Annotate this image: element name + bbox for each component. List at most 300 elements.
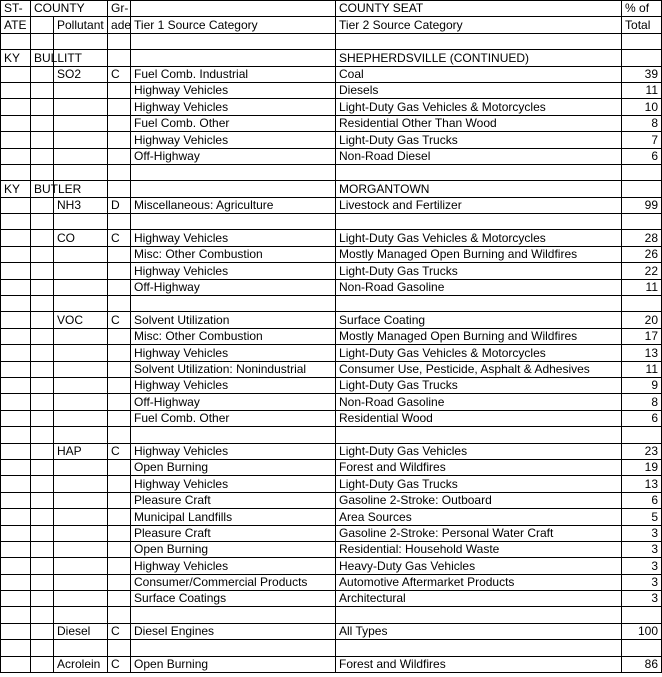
cell-percent: 11 xyxy=(622,279,662,295)
cell-county xyxy=(31,263,54,279)
table-row xyxy=(1,33,662,49)
cell-state xyxy=(1,148,31,164)
cell-tier1: Pleasure Craft xyxy=(131,525,336,541)
cell-percent: 86 xyxy=(622,656,662,672)
cell-pollutant xyxy=(54,361,108,377)
cell-tier1 xyxy=(131,607,336,623)
cell-tier1: Highway Vehicles xyxy=(131,558,336,574)
cell-pollutant xyxy=(54,263,108,279)
table-row xyxy=(1,656,662,672)
cell-tier2: Gasoline 2-Stroke: Outboard xyxy=(336,492,622,508)
cell-state xyxy=(1,541,31,557)
cell-tier1: Diesel Engines xyxy=(131,623,336,639)
cell-pollutant xyxy=(54,33,108,49)
cell-percent: 39 xyxy=(622,66,662,82)
cell-percent: 8 xyxy=(622,115,662,131)
cell-percent: 3 xyxy=(622,525,662,541)
cell-tier2 xyxy=(336,607,622,623)
cell-grade xyxy=(108,640,131,656)
cell-tier1: Highway Vehicles xyxy=(131,132,336,148)
table-row xyxy=(1,279,662,295)
cell-county: BULLITT xyxy=(31,50,54,66)
cell-grade xyxy=(108,558,131,574)
cell-grade xyxy=(108,296,131,312)
cell-state: KY xyxy=(1,181,31,197)
cell-state xyxy=(1,33,31,49)
cell-county xyxy=(31,509,54,525)
cell-tier1: Open Burning xyxy=(131,541,336,557)
table-row xyxy=(1,148,662,164)
cell-tier2: Light-Duty Gas Trucks xyxy=(336,476,622,492)
cell-grade: C xyxy=(108,230,131,246)
cell-percent: 8 xyxy=(622,394,662,410)
table-row xyxy=(1,361,662,377)
cell-percent: 11 xyxy=(622,82,662,98)
cell-pollutant: CO xyxy=(54,230,108,246)
cell-tier2 xyxy=(336,640,622,656)
header-county: COUNTY xyxy=(31,1,108,17)
cell-county xyxy=(31,82,54,98)
cell-county xyxy=(31,476,54,492)
cell-grade xyxy=(108,132,131,148)
cell-state xyxy=(1,459,31,475)
cell-tier1 xyxy=(131,427,336,443)
table-row xyxy=(1,591,662,607)
cell-tier2: Architectural xyxy=(336,591,622,607)
cell-tier2: Heavy-Duty Gas Vehicles xyxy=(336,558,622,574)
cell-tier1: Off-Highway xyxy=(131,148,336,164)
cell-pollutant xyxy=(54,296,108,312)
cell-pollutant xyxy=(54,607,108,623)
cell-pollutant xyxy=(54,459,108,475)
table-row xyxy=(1,246,662,262)
cell-pollutant: Diesel xyxy=(54,623,108,639)
cell-grade xyxy=(108,574,131,590)
cell-state xyxy=(1,328,31,344)
cell-county xyxy=(31,640,54,656)
cell-percent: 7 xyxy=(622,132,662,148)
cell-percent xyxy=(622,33,662,49)
header-row-2 xyxy=(1,17,662,33)
cell-grade xyxy=(108,115,131,131)
cell-grade xyxy=(108,509,131,525)
cell-grade: C xyxy=(108,66,131,82)
cell-pollutant xyxy=(54,525,108,541)
cell-tier2 xyxy=(336,33,622,49)
cell-tier1: Misc: Other Combustion xyxy=(131,328,336,344)
cell-state xyxy=(1,279,31,295)
cell-tier2: Mostly Managed Open Burning and Wildfires xyxy=(336,328,622,344)
cell-tier1: Open Burning xyxy=(131,656,336,672)
cell-pollutant xyxy=(54,476,108,492)
cell-pollutant: NH3 xyxy=(54,197,108,213)
header-percent: % of xyxy=(622,1,662,17)
cell-tier2: Surface Coating xyxy=(336,312,622,328)
cell-grade xyxy=(108,607,131,623)
cell-tier1 xyxy=(131,214,336,230)
cell-state xyxy=(1,296,31,312)
header-blank xyxy=(131,1,336,17)
header-state: ST- xyxy=(1,1,31,17)
table-row xyxy=(1,263,662,279)
cell-state xyxy=(1,361,31,377)
cell-state xyxy=(1,312,31,328)
cell-grade xyxy=(108,476,131,492)
table-row xyxy=(1,50,662,66)
cell-grade xyxy=(108,50,131,66)
cell-tier1: Highway Vehicles xyxy=(131,476,336,492)
cell-pollutant xyxy=(54,377,108,393)
cell-grade xyxy=(108,33,131,49)
cell-pollutant: VOC xyxy=(54,312,108,328)
cell-pollutant xyxy=(54,148,108,164)
cell-tier1 xyxy=(131,296,336,312)
table-row xyxy=(1,230,662,246)
cell-county xyxy=(31,459,54,475)
cell-percent: 10 xyxy=(622,99,662,115)
cell-state xyxy=(1,345,31,361)
cell-percent: 6 xyxy=(622,148,662,164)
cell-tier2 xyxy=(336,296,622,312)
cell-state xyxy=(1,214,31,230)
cell-tier2: Residential: Household Waste xyxy=(336,541,622,557)
cell-pollutant: Acrolein xyxy=(54,656,108,672)
cell-percent xyxy=(622,296,662,312)
cell-tier2: Coal xyxy=(336,66,622,82)
cell-percent xyxy=(622,164,662,180)
header-tier2: Tier 2 Source Category xyxy=(336,17,622,33)
cell-percent: 3 xyxy=(622,558,662,574)
cell-percent xyxy=(622,640,662,656)
cell-tier2: Livestock and Fertilizer xyxy=(336,197,622,213)
cell-tier2: Forest and Wildfires xyxy=(336,656,622,672)
cell-tier1: Off-Highway xyxy=(131,394,336,410)
cell-percent: 20 xyxy=(622,312,662,328)
cell-percent: 17 xyxy=(622,328,662,344)
cell-pollutant xyxy=(54,345,108,361)
table-row xyxy=(1,607,662,623)
cell-tier2: Non-Road Diesel xyxy=(336,148,622,164)
cell-tier1 xyxy=(131,181,336,197)
cell-pollutant xyxy=(54,99,108,115)
header-spacer xyxy=(31,17,54,33)
cell-state xyxy=(1,656,31,672)
cell-grade xyxy=(108,377,131,393)
cell-tier1: Highway Vehicles xyxy=(131,443,336,459)
header-state-2: ATE xyxy=(1,17,31,33)
cell-state xyxy=(1,410,31,426)
table-row xyxy=(1,312,662,328)
cell-percent: 6 xyxy=(622,492,662,508)
cell-county xyxy=(31,246,54,262)
cell-tier1: Fuel Comb. Other xyxy=(131,410,336,426)
table-row xyxy=(1,509,662,525)
cell-county xyxy=(31,492,54,508)
table-row xyxy=(1,459,662,475)
cell-tier2: Light-Duty Gas Vehicles & Motorcycles xyxy=(336,99,622,115)
cell-tier1 xyxy=(131,640,336,656)
cell-county xyxy=(31,525,54,541)
cell-grade xyxy=(108,394,131,410)
cell-tier1: Solvent Utilization xyxy=(131,312,336,328)
cell-state xyxy=(1,82,31,98)
cell-tier2: Non-Road Gasoline xyxy=(336,279,622,295)
cell-tier1 xyxy=(131,33,336,49)
cell-county: BUTLER xyxy=(31,181,54,197)
cell-county xyxy=(31,197,54,213)
cell-tier1: Fuel Comb. Industrial xyxy=(131,66,336,82)
cell-tier1: Off-Highway xyxy=(131,279,336,295)
cell-pollutant xyxy=(54,574,108,590)
cell-pollutant xyxy=(54,591,108,607)
cell-county xyxy=(31,427,54,443)
cell-county xyxy=(31,394,54,410)
cell-state xyxy=(1,164,31,180)
cell-state xyxy=(1,230,31,246)
cell-state xyxy=(1,394,31,410)
table-row xyxy=(1,410,662,426)
cell-percent: 13 xyxy=(622,476,662,492)
cell-tier2: Automotive Aftermarket Products xyxy=(336,574,622,590)
cell-county xyxy=(31,541,54,557)
cell-county xyxy=(31,132,54,148)
header-total: Total xyxy=(622,17,662,33)
cell-pollutant xyxy=(54,509,108,525)
cell-county xyxy=(31,148,54,164)
cell-tier2 xyxy=(336,164,622,180)
table-row xyxy=(1,164,662,180)
cell-state xyxy=(1,509,31,525)
table-row xyxy=(1,377,662,393)
cell-state xyxy=(1,66,31,82)
cell-tier1: Miscellaneous: Agriculture xyxy=(131,197,336,213)
cell-county xyxy=(31,410,54,426)
cell-pollutant xyxy=(54,82,108,98)
cell-county xyxy=(31,115,54,131)
cell-state xyxy=(1,99,31,115)
cell-county xyxy=(31,591,54,607)
cell-tier1 xyxy=(131,164,336,180)
cell-tier1: Highway Vehicles xyxy=(131,263,336,279)
cell-tier2: Area Sources xyxy=(336,509,622,525)
cell-pollutant xyxy=(54,279,108,295)
cell-grade xyxy=(108,345,131,361)
cell-state xyxy=(1,476,31,492)
cell-grade xyxy=(108,525,131,541)
cell-grade xyxy=(108,541,131,557)
cell-grade xyxy=(108,181,131,197)
cell-grade xyxy=(108,263,131,279)
cell-percent xyxy=(622,50,662,66)
cell-percent xyxy=(622,181,662,197)
cell-pollutant xyxy=(54,558,108,574)
cell-state xyxy=(1,246,31,262)
cell-tier1 xyxy=(131,50,336,66)
cell-pollutant xyxy=(54,541,108,557)
cell-county xyxy=(31,361,54,377)
cell-pollutant xyxy=(54,214,108,230)
cell-state xyxy=(1,443,31,459)
cell-tier1: Misc: Other Combustion xyxy=(131,246,336,262)
cell-grade xyxy=(108,328,131,344)
cell-tier2: Mostly Managed Open Burning and Wildfires xyxy=(336,246,622,262)
cell-state xyxy=(1,640,31,656)
cell-percent: 3 xyxy=(622,574,662,590)
cell-tier1: Highway Vehicles xyxy=(131,99,336,115)
cell-percent xyxy=(622,607,662,623)
cell-grade xyxy=(108,459,131,475)
cell-tier2: Diesels xyxy=(336,82,622,98)
cell-tier2: Light-Duty Gas Trucks xyxy=(336,132,622,148)
table-body xyxy=(1,1,662,673)
cell-tier1: Municipal Landfills xyxy=(131,509,336,525)
cell-percent: 3 xyxy=(622,591,662,607)
cell-tier1: Open Burning xyxy=(131,459,336,475)
cell-tier1: Highway Vehicles xyxy=(131,345,336,361)
cell-grade: C xyxy=(108,312,131,328)
cell-tier2: Consumer Use, Pesticide, Asphalt & Adhesives xyxy=(336,361,622,377)
table-row xyxy=(1,66,662,82)
cell-pollutant xyxy=(54,410,108,426)
table-row xyxy=(1,443,662,459)
table-row xyxy=(1,296,662,312)
cell-percent xyxy=(622,214,662,230)
cell-county xyxy=(31,66,54,82)
table-row xyxy=(1,476,662,492)
header-grade: Gr- xyxy=(108,1,131,17)
cell-tier1: Highway Vehicles xyxy=(131,230,336,246)
cell-tier2: Residential Other Than Wood xyxy=(336,115,622,131)
cell-tier1: Fuel Comb. Other xyxy=(131,115,336,131)
table-row xyxy=(1,115,662,131)
cell-grade: D xyxy=(108,197,131,213)
cell-grade xyxy=(108,82,131,98)
cell-state: KY xyxy=(1,50,31,66)
cell-tier2: Light-Duty Gas Vehicles xyxy=(336,443,622,459)
cell-state xyxy=(1,607,31,623)
table-row xyxy=(1,574,662,590)
table-row xyxy=(1,82,662,98)
cell-pollutant xyxy=(54,246,108,262)
cell-grade: C xyxy=(108,443,131,459)
cell-percent: 6 xyxy=(622,410,662,426)
cell-state xyxy=(1,132,31,148)
table-row xyxy=(1,525,662,541)
table-row xyxy=(1,492,662,508)
cell-pollutant: SO2 xyxy=(54,66,108,82)
cell-grade xyxy=(108,148,131,164)
cell-tier1: Highway Vehicles xyxy=(131,377,336,393)
cell-grade xyxy=(108,246,131,262)
cell-state xyxy=(1,525,31,541)
cell-county xyxy=(31,328,54,344)
table-row xyxy=(1,394,662,410)
cell-tier2: Light-Duty Gas Vehicles & Motorcycles xyxy=(336,345,622,361)
cell-percent xyxy=(622,427,662,443)
cell-state xyxy=(1,492,31,508)
table-row xyxy=(1,214,662,230)
cell-county xyxy=(31,99,54,115)
table-row xyxy=(1,197,662,213)
table-row xyxy=(1,132,662,148)
cell-pollutant xyxy=(54,132,108,148)
cell-county xyxy=(31,443,54,459)
cell-county xyxy=(31,230,54,246)
cell-county xyxy=(31,574,54,590)
cell-percent: 23 xyxy=(622,443,662,459)
cell-grade xyxy=(108,99,131,115)
cell-grade xyxy=(108,214,131,230)
cell-pollutant: HAP xyxy=(54,443,108,459)
cell-tier1: Consumer/Commercial Products xyxy=(131,574,336,590)
cell-tier2: All Types xyxy=(336,623,622,639)
table-row xyxy=(1,623,662,639)
cell-percent: 11 xyxy=(622,361,662,377)
table-row xyxy=(1,558,662,574)
cell-percent: 26 xyxy=(622,246,662,262)
cell-tier1: Highway Vehicles xyxy=(131,82,336,98)
cell-grade: C xyxy=(108,623,131,639)
cell-county xyxy=(31,345,54,361)
cell-pollutant xyxy=(54,328,108,344)
header-county-seat: COUNTY SEAT xyxy=(336,1,622,17)
cell-tier2: Light-Duty Gas Vehicles & Motorcycles xyxy=(336,230,622,246)
cell-pollutant xyxy=(54,492,108,508)
table-row xyxy=(1,328,662,344)
header-row-1 xyxy=(1,1,662,17)
cell-percent: 99 xyxy=(622,197,662,213)
cell-county xyxy=(31,312,54,328)
cell-percent: 5 xyxy=(622,509,662,525)
table-row xyxy=(1,99,662,115)
cell-county xyxy=(31,623,54,639)
cell-state xyxy=(1,574,31,590)
cell-state xyxy=(1,591,31,607)
cell-pollutant xyxy=(54,427,108,443)
cell-grade xyxy=(108,492,131,508)
header-pollutant: Pollutant xyxy=(54,17,108,33)
cell-pollutant xyxy=(54,115,108,131)
cell-grade: C xyxy=(108,656,131,672)
cell-tier2: Light-Duty Gas Trucks xyxy=(336,377,622,393)
cell-percent: 13 xyxy=(622,345,662,361)
cell-county xyxy=(31,607,54,623)
table-row xyxy=(1,640,662,656)
table-row xyxy=(1,345,662,361)
cell-state xyxy=(1,427,31,443)
cell-pollutant xyxy=(54,394,108,410)
cell-percent: 22 xyxy=(622,263,662,279)
cell-state xyxy=(1,115,31,131)
cell-tier2 xyxy=(336,214,622,230)
cell-grade xyxy=(108,279,131,295)
header-tier1: Tier 1 Source Category xyxy=(131,17,336,33)
cell-tier1: Surface Coatings xyxy=(131,591,336,607)
cell-tier2: Light-Duty Gas Trucks xyxy=(336,263,622,279)
cell-county xyxy=(31,296,54,312)
cell-county xyxy=(31,558,54,574)
cell-tier2 xyxy=(336,427,622,443)
cell-state xyxy=(1,263,31,279)
cell-grade xyxy=(108,410,131,426)
cell-percent: 100 xyxy=(622,623,662,639)
cell-tier1: Pleasure Craft xyxy=(131,492,336,508)
cell-state xyxy=(1,623,31,639)
cell-county xyxy=(31,656,54,672)
cell-county xyxy=(31,164,54,180)
cell-grade xyxy=(108,591,131,607)
cell-state xyxy=(1,558,31,574)
